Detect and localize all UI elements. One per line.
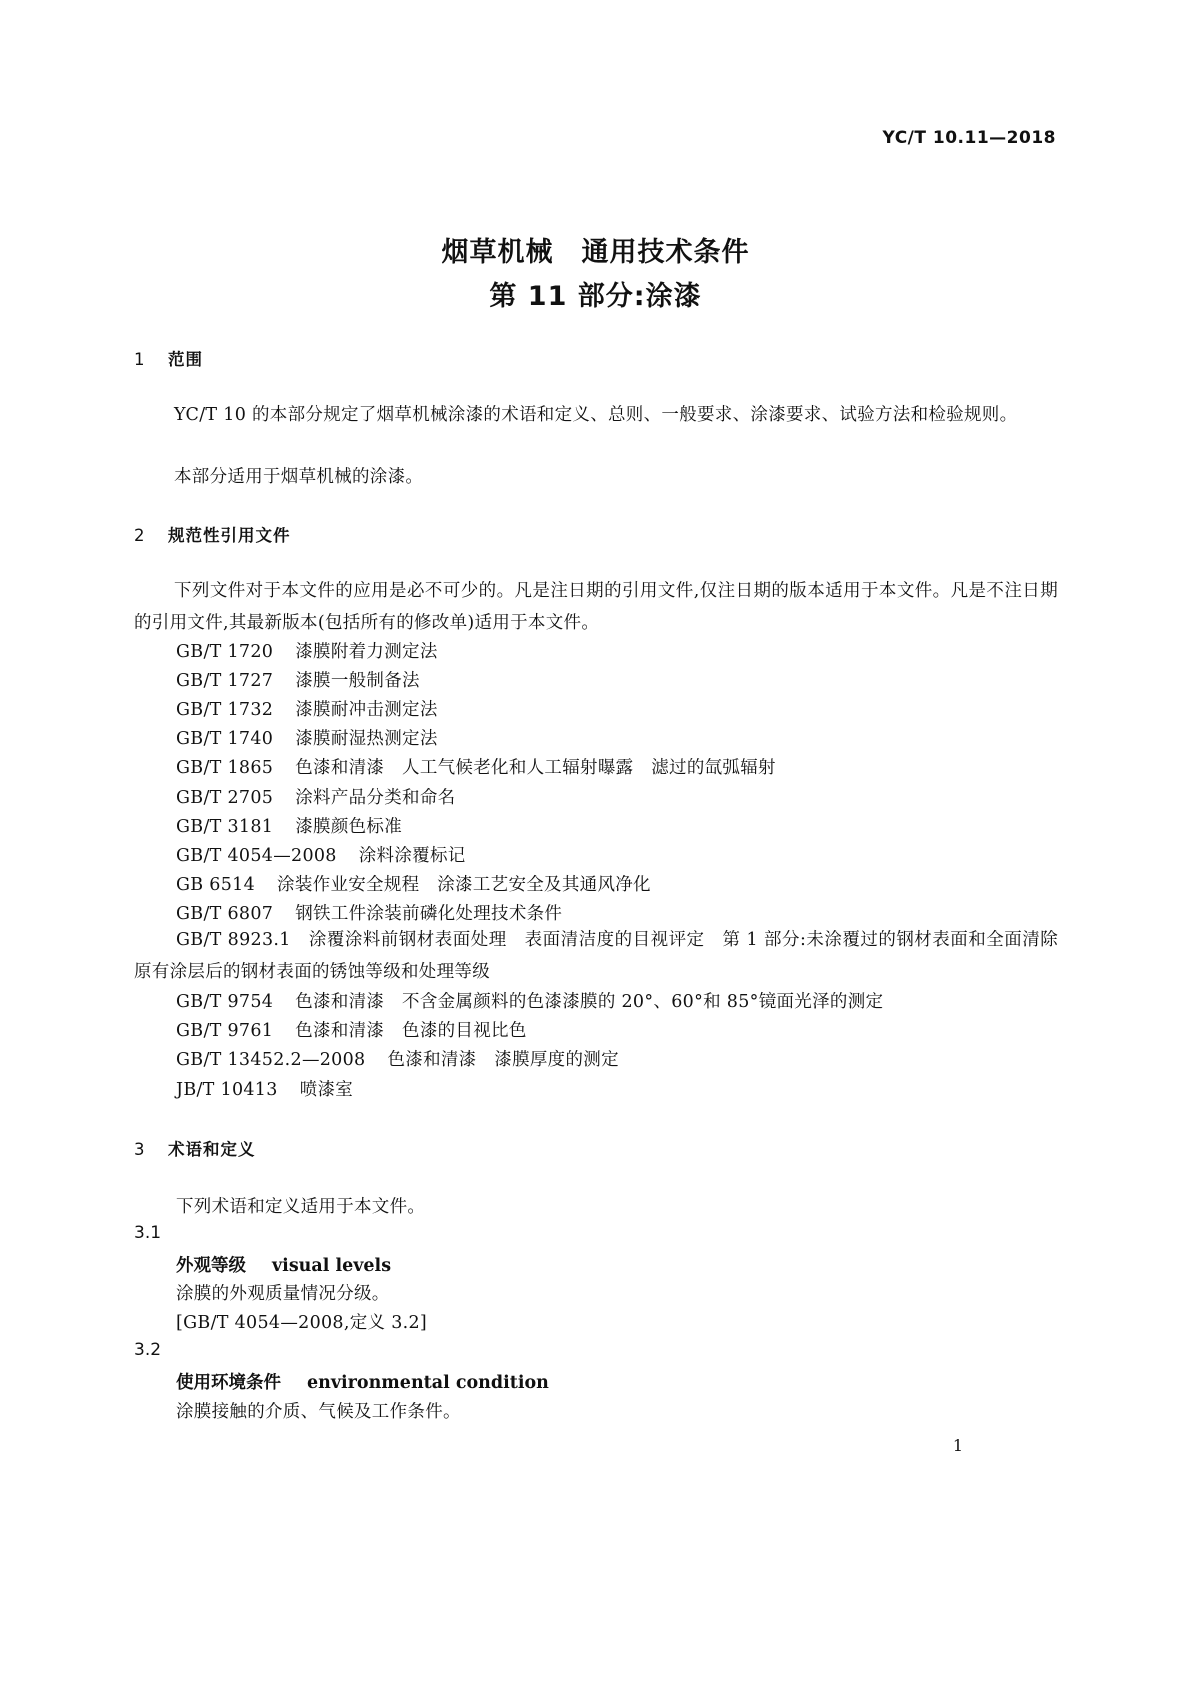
reference-title: 色漆和清漆 色漆的目视比色 bbox=[295, 1021, 527, 1041]
document-subtitle: 第 11 部分:涂漆 bbox=[489, 281, 702, 312]
reference-title: 漆膜附着力测定法 bbox=[295, 642, 438, 662]
term-name bbox=[176, 1369, 549, 1394]
section-title: 规范性引用文件 bbox=[168, 526, 291, 545]
section-number: 3 bbox=[134, 1140, 146, 1159]
reference-code: GB/T 9761 bbox=[176, 1021, 274, 1041]
standard-number: YC/T 10.11—2018 bbox=[882, 128, 1056, 148]
reference-title: 涂料涂覆标记 bbox=[358, 846, 466, 866]
reference-item bbox=[176, 638, 438, 663]
page-number: 1 bbox=[952, 1436, 963, 1455]
paragraph: 本部分适用于烟草机械的涂漆。 bbox=[174, 467, 424, 487]
reference-title: 涂装作业安全规程 涂漆工艺安全及其通风净化 bbox=[277, 875, 651, 895]
reference-code: GB/T 9754 bbox=[176, 992, 274, 1012]
reference-code: GB/T 13452.2—2008 bbox=[176, 1050, 366, 1070]
reference-code: GB/T 1727 bbox=[176, 671, 274, 691]
reference-item bbox=[176, 725, 438, 750]
term-chinese: 使用环境条件 bbox=[176, 1373, 281, 1393]
section-number: 1 bbox=[134, 350, 146, 369]
reference-code: GB/T 1720 bbox=[176, 642, 274, 662]
reference-title: 漆膜耐冲击测定法 bbox=[295, 700, 438, 720]
section-3-heading bbox=[134, 1136, 256, 1160]
reference-code: GB/T 1865 bbox=[176, 758, 274, 778]
term-english: environmental condition bbox=[307, 1373, 549, 1393]
reference-code: GB/T 2705 bbox=[176, 788, 274, 808]
section-number: 2 bbox=[134, 526, 146, 545]
reference-code: GB/T 1732 bbox=[176, 700, 274, 720]
reference-code: GB/T 6807 bbox=[176, 904, 274, 924]
reference-code: GB 6514 bbox=[176, 875, 256, 895]
term-source: [GB/T 4054—2008,定义 3.2] bbox=[176, 1313, 428, 1333]
reference-title: 漆膜耐湿热测定法 bbox=[295, 729, 438, 749]
reference-code: GB/T 3181 bbox=[176, 817, 274, 837]
term-number: 3.1 bbox=[134, 1223, 162, 1243]
term-english: visual levels bbox=[272, 1256, 392, 1276]
reference-item bbox=[176, 842, 466, 867]
term-number: 3.2 bbox=[134, 1340, 162, 1360]
paragraph: YC/T 10 的本部分规定了烟草机械涂漆的术语和定义、总则、一般要求、涂漆要求、试验方法和检验规则。 bbox=[174, 405, 1018, 425]
reference-title: 色漆和清漆 不含金属颜料的色漆漆膜的 20°、60°和 85°镜面光泽的测定 bbox=[295, 992, 884, 1012]
reference-item bbox=[176, 1017, 527, 1042]
reference-item bbox=[176, 696, 438, 721]
section-intro: 下列术语和定义适用于本文件。 bbox=[176, 1197, 426, 1217]
term-name bbox=[176, 1252, 391, 1277]
section-title: 范围 bbox=[168, 350, 203, 369]
reference-item-long: GB/T 8923.1 涂覆涂料前钢材表面处理 表面清洁度的目视评定 第 1 部分:未涂覆过的钢材表面和全面清除原有涂层后的钢材表面的锈蚀等级和处理等级 bbox=[134, 930, 1058, 982]
reference-title: 色漆和清漆 漆膜厚度的测定 bbox=[387, 1050, 619, 1070]
reference-item bbox=[176, 784, 455, 809]
reference-item bbox=[176, 667, 420, 692]
term-definition: 涂膜接触的介质、气候及工作条件。 bbox=[176, 1402, 461, 1422]
reference-code: JB/T 10413 bbox=[176, 1080, 278, 1100]
paragraph: 下列文件对于本文件的应用是必不可少的。凡是注日期的引用文件,仅注日期的版本适用于本文件。凡是不注日期的引用文件,其最新版本(包括所有的修改单)适用于本文件。 bbox=[134, 581, 1058, 633]
reference-item bbox=[176, 1046, 619, 1071]
reference-title: 钢铁工件涂装前磷化处理技术条件 bbox=[295, 904, 563, 924]
section-2-heading bbox=[134, 522, 291, 546]
reference-code: GB/T 1740 bbox=[176, 729, 274, 749]
document-title: 烟草机械 通用技术条件 bbox=[441, 237, 750, 268]
reference-code: GB/T 4054—2008 bbox=[176, 846, 337, 866]
term-chinese: 外观等级 bbox=[176, 1256, 246, 1276]
reference-item bbox=[176, 1076, 353, 1101]
term-definition: 涂膜的外观质量情况分级。 bbox=[176, 1284, 390, 1304]
reference-title: 漆膜一般制备法 bbox=[295, 671, 420, 691]
reference-title: 漆膜颜色标准 bbox=[295, 817, 403, 837]
reference-item bbox=[176, 871, 651, 896]
section-1-heading bbox=[134, 346, 203, 370]
reference-item bbox=[176, 813, 402, 838]
reference-title: 涂料产品分类和命名 bbox=[295, 788, 456, 808]
reference-title: 喷漆室 bbox=[299, 1080, 354, 1100]
reference-item bbox=[176, 988, 883, 1013]
section-title: 术语和定义 bbox=[168, 1140, 256, 1159]
reference-item bbox=[176, 754, 776, 779]
reference-item bbox=[176, 900, 562, 925]
reference-title: 色漆和清漆 人工气候老化和人工辐射曝露 滤过的氙弧辐射 bbox=[295, 758, 776, 778]
